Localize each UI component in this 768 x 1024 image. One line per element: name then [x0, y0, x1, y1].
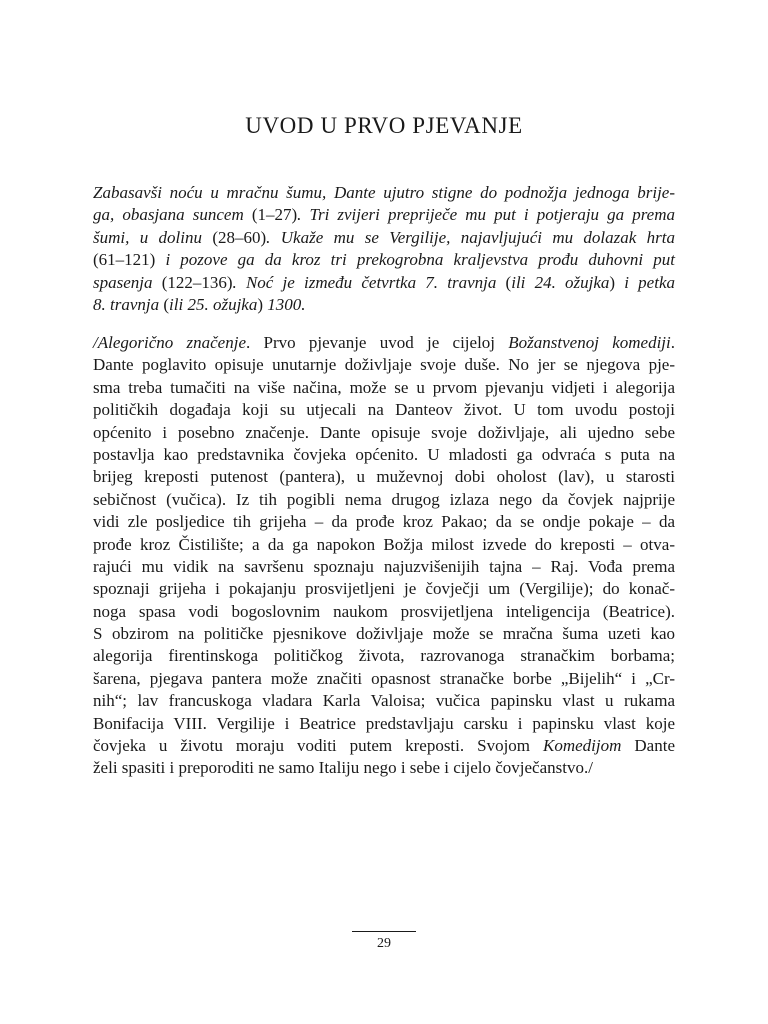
chapter-title: UVOD U PRVO PJEVANJE: [245, 113, 523, 138]
commentary-line: brijeg kreposti putenost (pantera), u muževnoj dobi oholost (lav), u starosti: [93, 467, 675, 487]
commentary-line: čovjeka u životu moraju voditi putem kreposti. Svojom Komedijom Dante: [93, 736, 675, 756]
commentary-line: spoznaji grijeha i pokajanju prosvijetljeni je čovječji um (Vergilije); do konač-: [93, 579, 675, 599]
commentary-line: postavlja kao predstavnika čovjeka općenito. U mladosti ga odvraća s puta na: [93, 444, 675, 464]
commentary-line: Dante poglavito opisuje unutarnje doživljaje svoje duše. No jer se njegova pje-: [93, 355, 675, 375]
commentary-line: sma treba tumačiti na više načina, može se u prvom pjevanju vidjeti i alegorija: [93, 377, 675, 397]
footer-divider: [352, 931, 416, 932]
commentary-line: vidi zle posljedice tih grijeha – da prođe kroz Pakao; da se ondje pokaje – da: [93, 512, 675, 532]
commentary-line: općenito i posebno značenje. Dante opisuje svoje doživljaje, ali ujedno sebe: [93, 422, 675, 442]
summary-line: 8. travnja (ili 25. ožujka) 1300.: [93, 294, 306, 314]
commentary-line: S obzirom na političke pjesnikove doživljaje može se mračna šuma uzeti kao: [93, 624, 675, 644]
commentary-line: želi spasiti i preporoditi ne samo Italiju nego i sebe i cijelo čovječanstvo./: [93, 758, 593, 778]
commentary-line: Bonifacija VIII. Vergilije i Beatrice predstavljaju carsku i papinsku vlast koje: [93, 713, 675, 733]
commentary-line: /Alegorično značenje. Prvo pjevanje uvod je cijeloj Božanstvenoj komediji.: [93, 333, 675, 352]
summary-line: šumi, u dolinu (28–60). Ukaže mu se Vergilije, najavljujući mu dolazak hrta: [93, 227, 675, 247]
summary-line: (61–121) i pozove ga da kroz tri prekogrobna kraljevstva prođu duhovni put: [93, 250, 675, 270]
summary-line: ga, obasjana suncem (1–27). Tri zvijeri prepriječe mu put i potjeraju ga prema: [93, 205, 676, 225]
commentary-line: nih“; lav francuskoga vladara Karla Valoisa; vučica papinsku vlast u rukama: [93, 691, 675, 711]
commentary-line: sebičnost (vučica). Iz tih pogibli nema drugog izlaza nego da čovjek najprije: [93, 489, 675, 509]
allegorical-commentary: [93, 332, 675, 780]
commentary-line: šarena, pjegava pantera može značiti opasnost stranačke borbe „Bijelih“ i „Cr-: [93, 668, 675, 688]
commentary-line: alegorija firentinskoga političkog života, razrovanoga stranačkim borbama;: [93, 646, 675, 666]
summary-line: spasenja (122–136). Noć je između četvrtka 7. travnja (ili 24. ožujka) i petka: [93, 272, 675, 292]
commentary-line: političkih događaja koji su utjecali na Danteov život. U tom uvodu postoji: [93, 400, 675, 420]
canto-summary: [93, 182, 675, 316]
page-number: 29: [377, 936, 391, 951]
commentary-line: prođe kroz Čistilište; a da ga napokon Božja milost izvede do kreposti – otva-: [93, 534, 675, 554]
summary-line: Zabasavši noću u mračnu šumu, Dante ujutro stigne do podnožja jednoga brije-: [93, 183, 675, 202]
commentary-line: rajući mu vidik na savršenu spoznaju najuzvišenijih tajna – Raj. Vođa prema: [93, 556, 675, 576]
commentary-line: noga spasa vodi bogoslovnim naukom prosvijetljena inteligencija (Beatrice).: [93, 601, 675, 621]
